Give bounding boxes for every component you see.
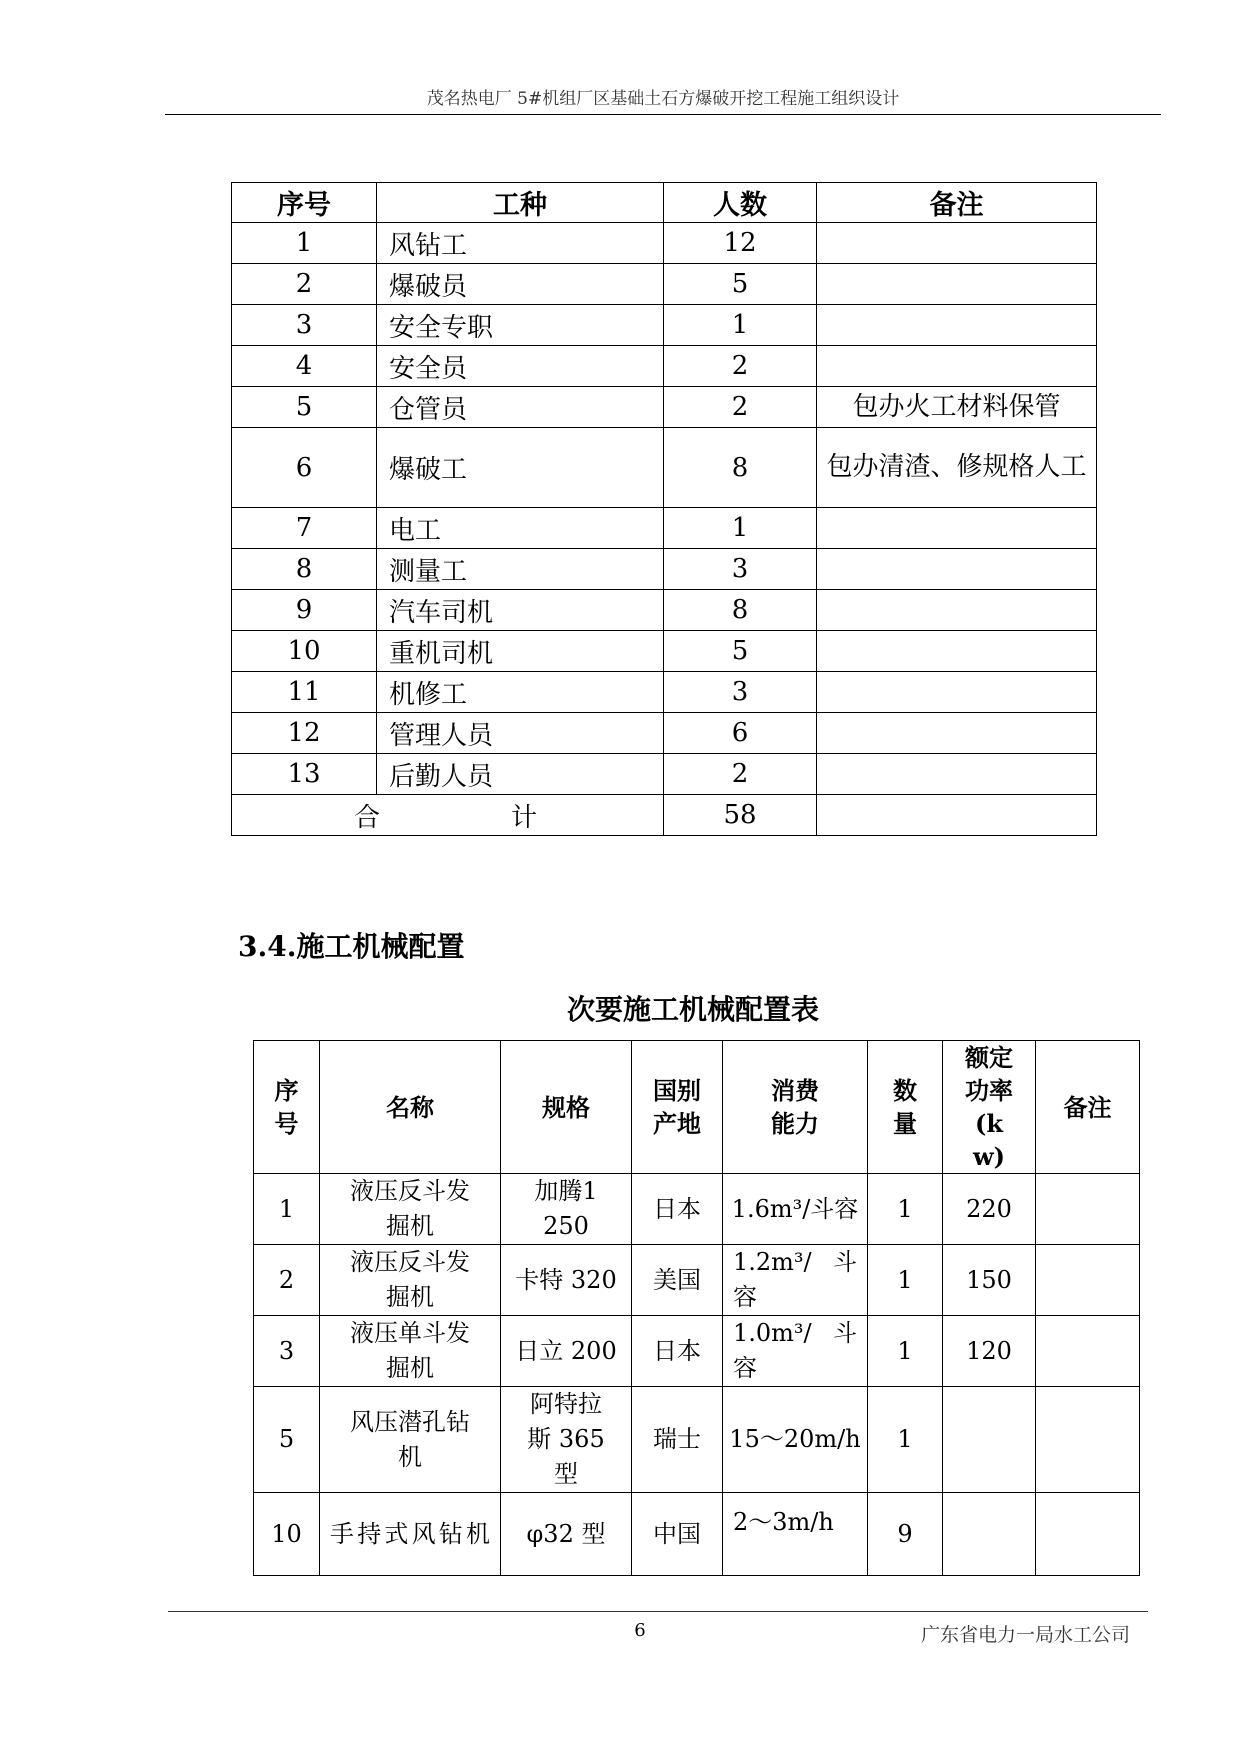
- row-qty: 1: [868, 1316, 943, 1387]
- column-header-note: 备注: [1036, 1041, 1140, 1174]
- row-note: [817, 590, 1097, 631]
- row-trade: 管理人员: [377, 713, 664, 754]
- row-trade: 安全专职: [377, 305, 664, 346]
- table-row: [232, 346, 1097, 387]
- row-note: [817, 508, 1097, 549]
- row-no: 10: [232, 631, 377, 672]
- machinery-table: [253, 1040, 1140, 1576]
- row-count: 3: [664, 672, 817, 713]
- column-header-note: 备注: [817, 183, 1097, 223]
- row-power: [943, 1387, 1036, 1493]
- row-no: 10: [254, 1493, 320, 1576]
- row-no: 12: [232, 713, 377, 754]
- row-spec: 阿特拉斯 365 型: [501, 1387, 632, 1493]
- staff-table: [231, 182, 1097, 836]
- row-spec: φ32 型: [501, 1493, 632, 1576]
- row-note: [1036, 1493, 1140, 1576]
- page-number: 6: [634, 1620, 646, 1641]
- row-capacity: 1.2m³/ 斗容: [723, 1245, 868, 1316]
- row-note: [817, 549, 1097, 590]
- row-count: 5: [664, 631, 817, 672]
- row-note: 包办清渣、修规格人工: [817, 428, 1097, 508]
- row-no: 4: [232, 346, 377, 387]
- row-spec: 日立 200: [501, 1316, 632, 1387]
- total-note: [817, 795, 1097, 836]
- row-trade: 仓管员: [377, 387, 664, 428]
- staff-table-header-row: [232, 183, 1097, 223]
- row-note: [817, 631, 1097, 672]
- row-qty: 1: [868, 1387, 943, 1493]
- row-note: [817, 305, 1097, 346]
- row-origin: 日本: [632, 1174, 723, 1245]
- total-label-right: 计: [510, 802, 537, 833]
- row-origin: 美国: [632, 1245, 723, 1316]
- row-capacity: 1.6m³/斗容: [723, 1174, 868, 1245]
- header-rule: [165, 114, 1161, 115]
- table-row: [232, 631, 1097, 672]
- row-name: 液压反斗发掘机: [320, 1245, 501, 1316]
- table-row: [232, 428, 1097, 508]
- row-origin: 瑞士: [632, 1387, 723, 1493]
- row-spec: 卡特 320: [501, 1245, 632, 1316]
- row-no: 11: [232, 672, 377, 713]
- row-qty: 9: [868, 1493, 943, 1576]
- table-row: [232, 590, 1097, 631]
- row-trade: 爆破工: [377, 428, 664, 508]
- row-no: 2: [232, 264, 377, 305]
- row-note: [817, 713, 1097, 754]
- row-capacity: 15～20m/h: [723, 1387, 868, 1493]
- row-no: 1: [254, 1174, 320, 1245]
- section-heading: 3.4.施工机械配置: [238, 930, 465, 963]
- row-no: 9: [232, 590, 377, 631]
- row-no: 1: [232, 223, 377, 264]
- column-header-spec: 规格: [501, 1041, 632, 1174]
- row-count: 5: [664, 264, 817, 305]
- row-count: 2: [664, 346, 817, 387]
- row-trade: 风钻工: [377, 223, 664, 264]
- row-spec: 加腾1250: [501, 1174, 632, 1245]
- column-header-name: 名称: [320, 1041, 501, 1174]
- row-trade: 汽车司机: [377, 590, 664, 631]
- document-header-title: 茂名热电厂 5#机组厂区基础土石方爆破开挖工程施工组织设计: [426, 89, 900, 109]
- row-qty: 1: [868, 1174, 943, 1245]
- row-origin: 中国: [632, 1493, 723, 1576]
- table-row: [232, 672, 1097, 713]
- table-row: [232, 713, 1097, 754]
- row-count: 8: [664, 590, 817, 631]
- row-name: 手持式风钻机: [320, 1493, 501, 1576]
- row-name: 液压单斗发掘机: [320, 1316, 501, 1387]
- machinery-table-header-row: [254, 1041, 1140, 1174]
- total-row: [232, 795, 1097, 836]
- table-row: [232, 508, 1097, 549]
- column-header-count: 人数: [664, 183, 817, 223]
- row-note: [1036, 1316, 1140, 1387]
- row-note: [1036, 1387, 1140, 1493]
- row-trade: 机修工: [377, 672, 664, 713]
- row-count: 1: [664, 508, 817, 549]
- table-row: [232, 387, 1097, 428]
- total-label-cell: [232, 795, 664, 836]
- row-trade: 重机司机: [377, 631, 664, 672]
- table-row: [232, 223, 1097, 264]
- column-header-qty: 数量: [868, 1041, 943, 1174]
- row-note: [817, 346, 1097, 387]
- row-no: 3: [254, 1316, 320, 1387]
- table-row: [232, 754, 1097, 795]
- row-note: [1036, 1245, 1140, 1316]
- table-row: [232, 264, 1097, 305]
- table-row: [254, 1245, 1140, 1316]
- row-trade: 测量工: [377, 549, 664, 590]
- column-header-no: 序号: [232, 183, 377, 223]
- row-count: 2: [664, 754, 817, 795]
- row-no: 2: [254, 1245, 320, 1316]
- table-row: [254, 1316, 1140, 1387]
- total-label-left: 合: [354, 802, 381, 833]
- row-name: 风压潜孔钻机: [320, 1387, 501, 1493]
- row-count: 2: [664, 387, 817, 428]
- table-row: [254, 1387, 1140, 1493]
- row-trade: 爆破员: [377, 264, 664, 305]
- row-trade: 安全员: [377, 346, 664, 387]
- row-count: 8: [664, 428, 817, 508]
- row-no: 13: [232, 754, 377, 795]
- row-name: 液压反斗发掘机: [320, 1174, 501, 1245]
- row-note: [817, 223, 1097, 264]
- row-qty: 1: [868, 1245, 943, 1316]
- column-header-trade: 工种: [377, 183, 664, 223]
- column-header-no: 序号: [254, 1041, 320, 1174]
- row-no: 8: [232, 549, 377, 590]
- row-trade: 后勤人员: [377, 754, 664, 795]
- table-row: [232, 549, 1097, 590]
- total-count: 58: [664, 795, 817, 836]
- row-count: 3: [664, 549, 817, 590]
- row-no: 7: [232, 508, 377, 549]
- machinery-table-title: 次要施工机械配置表: [566, 993, 819, 1026]
- row-power: 120: [943, 1316, 1036, 1387]
- row-capacity: 1.0m³/ 斗容: [723, 1316, 868, 1387]
- column-header-capacity: 消费能力: [723, 1041, 868, 1174]
- row-note: [1036, 1174, 1140, 1245]
- row-no: 3: [232, 305, 377, 346]
- row-no: 5: [254, 1387, 320, 1493]
- table-row: [254, 1174, 1140, 1245]
- footer-company: 广东省电力一局水工公司: [920, 1624, 1130, 1646]
- row-trade: 电工: [377, 508, 664, 549]
- row-note: 包办火工材料保管: [817, 387, 1097, 428]
- row-count: 1: [664, 305, 817, 346]
- row-count: 6: [664, 713, 817, 754]
- row-power: 150: [943, 1245, 1036, 1316]
- row-origin: 日本: [632, 1316, 723, 1387]
- row-count: 12: [664, 223, 817, 264]
- row-no: 6: [232, 428, 377, 508]
- row-no: 5: [232, 387, 377, 428]
- row-note: [817, 754, 1097, 795]
- footer-rule: [168, 1611, 1148, 1612]
- table-row: [254, 1493, 1140, 1576]
- row-power: 220: [943, 1174, 1036, 1245]
- row-capacity: 2～3m/h: [723, 1493, 868, 1576]
- column-header-origin: 国别产地: [632, 1041, 723, 1174]
- row-power: [943, 1493, 1036, 1576]
- row-note: [817, 264, 1097, 305]
- row-note: [817, 672, 1097, 713]
- table-row: [232, 305, 1097, 346]
- column-header-power: 额定功率(kw): [943, 1041, 1036, 1174]
